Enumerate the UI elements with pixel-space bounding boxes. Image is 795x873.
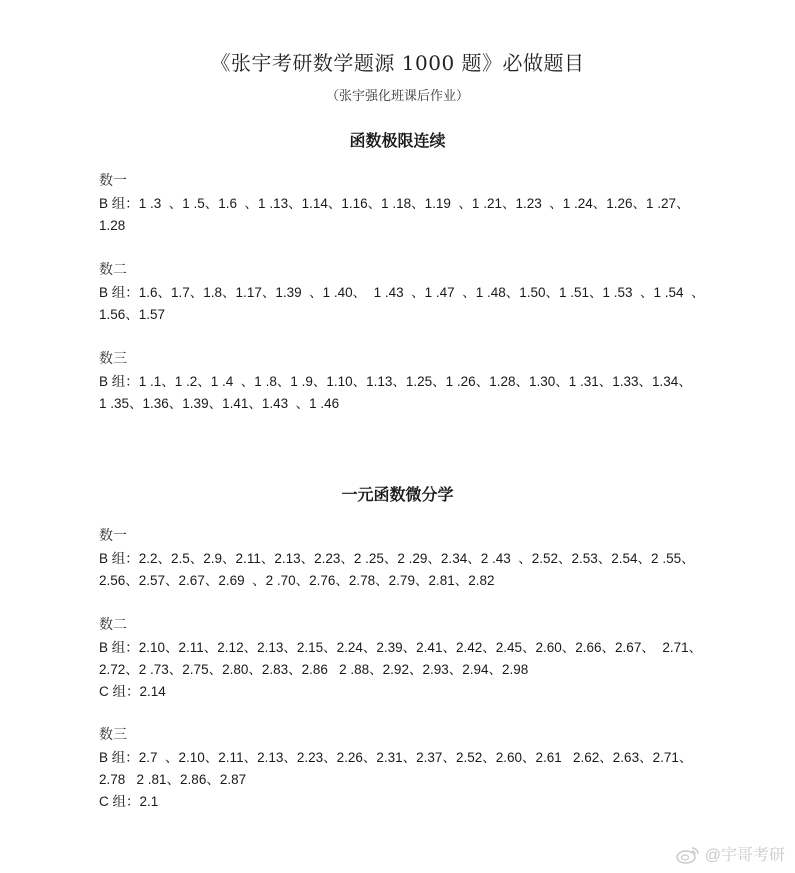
problem-list-line: B 组：2.7 、2.10、2.11、2.13、2.23、2.26、2.31、2.37、2.52、2.60、2.61 2.62、2.63、2.71、 bbox=[99, 750, 693, 765]
group-math-1-differential bbox=[99, 525, 699, 592]
problem-list-line: 2.56、2.57、2.67、2.69 、2 .70、2.76、2.78、2.79、2.81、2.82 bbox=[99, 573, 495, 588]
group-math-3-limits bbox=[99, 348, 699, 415]
group-label: 数三 bbox=[99, 727, 127, 743]
problem-list-line: 1.28 bbox=[99, 218, 126, 233]
document-title: 《张宇考研数学题源 1000 题》必做题目 bbox=[210, 51, 585, 75]
problem-list-line: B 组：2.2、2.5、2.9、2.11、2.13、2.23、2 .25、2 .29、2.34、2 .43 、2.52、2.53、2.54、2 .55、 bbox=[99, 551, 695, 566]
problem-list-line: B 组：1 .3 、1 .5、1.6 、1 .13、1.14、1.16、1 .18、1.19 、1 .21、1.23 、1 .24、1.26、1 .27、 bbox=[99, 196, 690, 211]
group-label: 数三 bbox=[99, 351, 127, 367]
group-math-1-limits bbox=[99, 170, 699, 237]
problem-list-line: B 组：1 .1、1 .2、1 .4 、1 .8、1 .9、1.10、1.13、1.25、1 .26、1.28、1.30、1 .31、1.33、1.34、 bbox=[99, 374, 692, 389]
problem-list-line: 2.78 2 .81、2.86、2.87 bbox=[99, 772, 247, 787]
watermark bbox=[675, 842, 785, 865]
problem-list-line: C 组：2.14 bbox=[99, 684, 166, 699]
group-math-2-limits bbox=[99, 259, 705, 326]
group-label: 数一 bbox=[99, 528, 127, 544]
problem-list-line: 1 .35、1.36、1.39、1.41、1.43 、1 .46 bbox=[99, 396, 340, 411]
problem-list-line: B 组：1.6、1.7、1.8、1.17、1.39 、1 .40、 1 .43 、1 .47 、1 .48、1.50、1 .51、1 .53 、1 .54 、 bbox=[99, 285, 705, 300]
problem-list-line: 2.72、2 .73、2.75、2.80、2.83、2.86 2 .88、2.92、2.93、2.94、2.98 bbox=[99, 662, 529, 677]
section-heading-limits: 函数极限连续 bbox=[349, 133, 446, 150]
document-subtitle: （张宇强化班课后作业） bbox=[325, 89, 469, 104]
group-label: 数二 bbox=[99, 262, 127, 278]
group-label: 数一 bbox=[99, 173, 127, 189]
group-math-3-differential bbox=[99, 724, 699, 813]
weibo-icon bbox=[675, 844, 701, 864]
problem-list-line: C 组：2.1 bbox=[99, 794, 159, 809]
group-label: 数二 bbox=[99, 617, 127, 633]
section-heading-differential: 一元函数微分学 bbox=[341, 487, 454, 504]
watermark-text: @宇哥考研 bbox=[704, 847, 785, 864]
problem-list-line: B 组：2.10、2.11、2.12、2.13、2.15、2.24、2.39、2.41、2.42、2.45、2.60、2.66、2.67、 2.71、 bbox=[99, 640, 703, 655]
group-math-2-differential bbox=[99, 614, 703, 703]
problem-list-line: 1.56、1.57 bbox=[99, 307, 166, 322]
